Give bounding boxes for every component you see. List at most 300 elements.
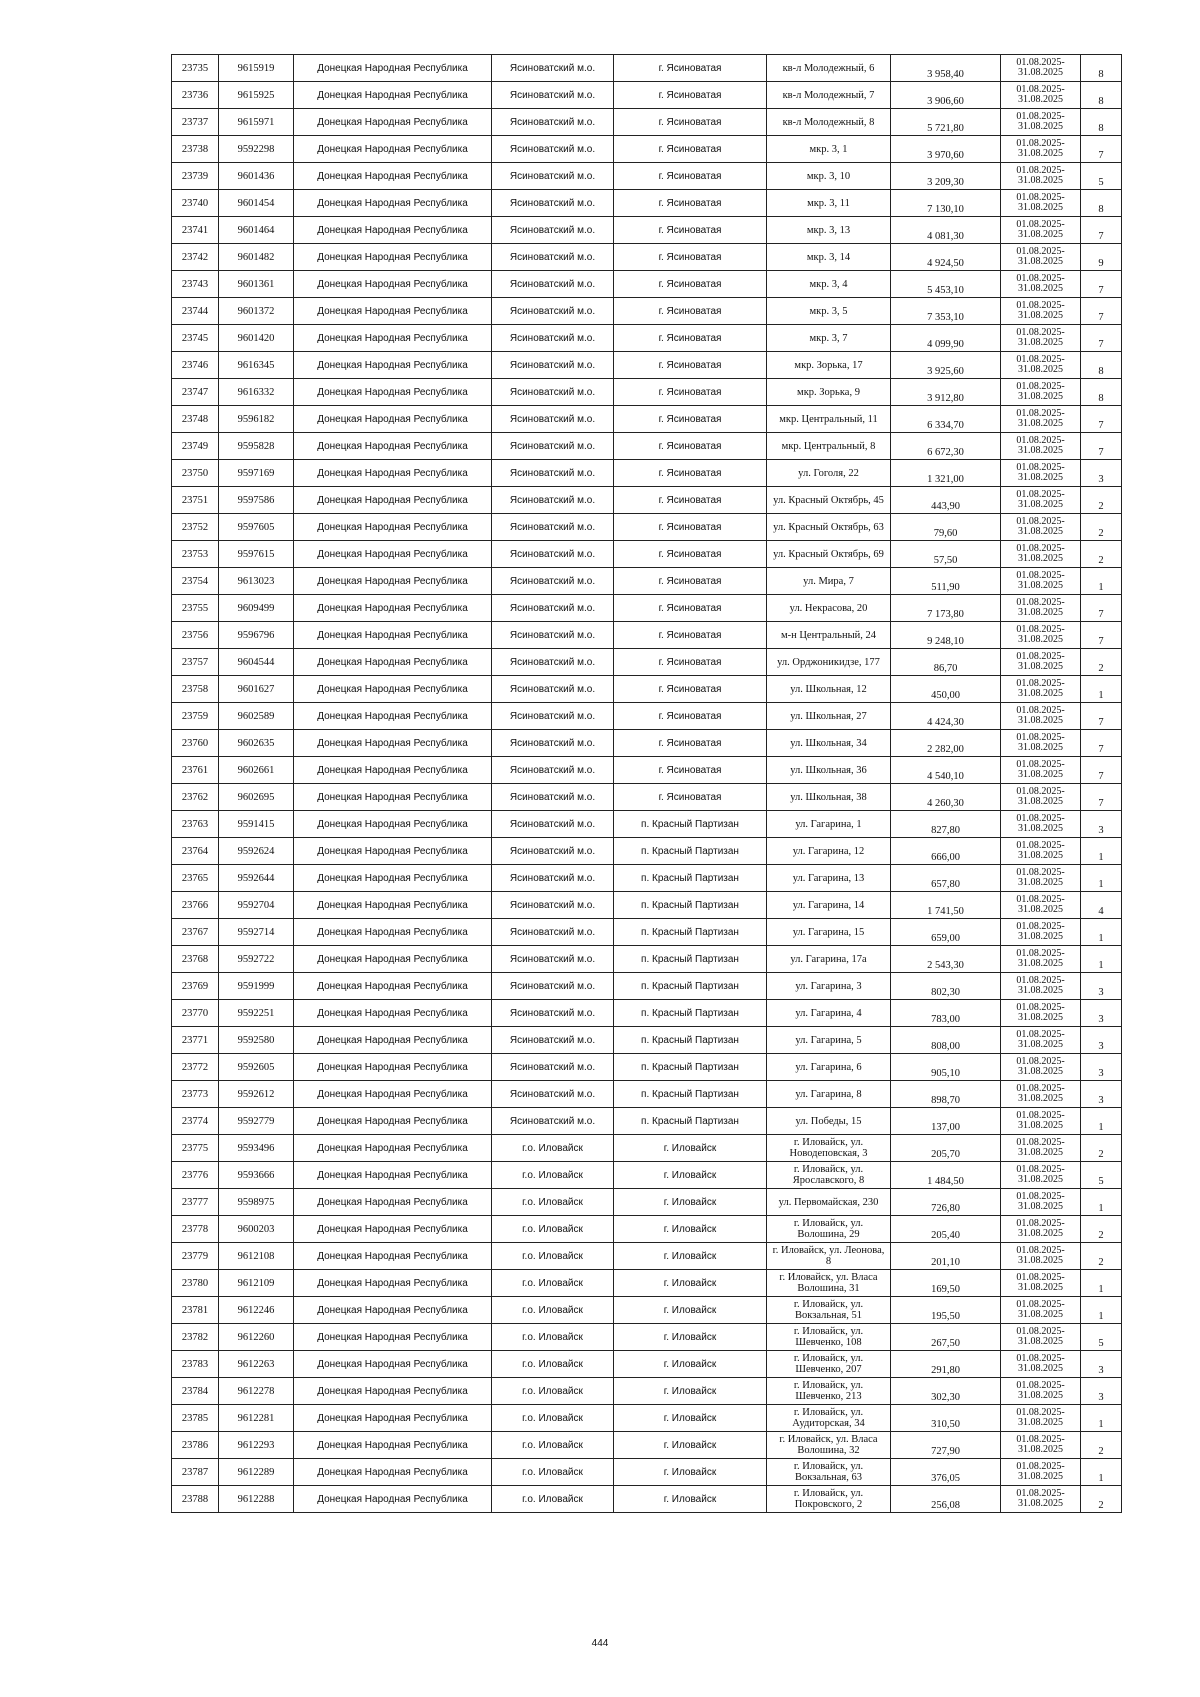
municipality-cell: Ясиноватский м.о. [492, 784, 614, 811]
object-id-cell: 9592704 [219, 892, 294, 919]
row-number-cell: 23776 [172, 1162, 219, 1189]
count-cell: 3 [1081, 1378, 1122, 1405]
locality-cell: п. Красный Партизан [614, 946, 767, 973]
locality-cell: г. Ясиноватая [614, 406, 767, 433]
count-cell: 2 [1081, 1216, 1122, 1243]
row-number-cell: 23755 [172, 595, 219, 622]
area-cell: 802,30 [891, 973, 1001, 1000]
area-cell: 86,70 [891, 649, 1001, 676]
count-cell: 7 [1081, 325, 1122, 352]
locality-cell: г. Иловайск [614, 1486, 767, 1513]
period-cell: 01.08.2025-31.08.2025 [1001, 487, 1081, 514]
region-cell: Донецкая Народная Республика [294, 622, 492, 649]
area-cell: 4 424,30 [891, 703, 1001, 730]
municipality-cell: Ясиноватский м.о. [492, 946, 614, 973]
area-cell: 205,40 [891, 1216, 1001, 1243]
address-cell: г. Иловайск, ул. Власа Волошина, 32 [767, 1432, 891, 1459]
object-id-cell: 9615919 [219, 55, 294, 82]
region-cell: Донецкая Народная Республика [294, 1405, 492, 1432]
municipality-cell: г.о. Иловайск [492, 1216, 614, 1243]
region-cell: Донецкая Народная Республика [294, 271, 492, 298]
row-number-cell: 23735 [172, 55, 219, 82]
count-cell: 1 [1081, 1189, 1122, 1216]
locality-cell: г. Иловайск [614, 1324, 767, 1351]
region-cell: Донецкая Народная Республика [294, 1351, 492, 1378]
period-cell: 01.08.2025-31.08.2025 [1001, 568, 1081, 595]
municipality-cell: Ясиноватский м.о. [492, 325, 614, 352]
period-cell: 01.08.2025-31.08.2025 [1001, 298, 1081, 325]
locality-cell: г. Ясиноватая [614, 55, 767, 82]
row-number-cell: 23737 [172, 109, 219, 136]
region-cell: Донецкая Народная Республика [294, 541, 492, 568]
table-row [172, 190, 1122, 217]
period-cell: 01.08.2025-31.08.2025 [1001, 649, 1081, 676]
table-row [172, 298, 1122, 325]
region-cell: Донецкая Народная Республика [294, 973, 492, 1000]
region-cell: Донецкая Народная Республика [294, 892, 492, 919]
region-cell: Донецкая Народная Республика [294, 1135, 492, 1162]
count-cell: 1 [1081, 1405, 1122, 1432]
address-cell: мкр. 3, 14 [767, 244, 891, 271]
data-table [171, 54, 1122, 1513]
count-cell: 2 [1081, 541, 1122, 568]
area-cell: 57,50 [891, 541, 1001, 568]
period-cell: 01.08.2025-31.08.2025 [1001, 1189, 1081, 1216]
address-cell: г. Иловайск, ул. Ярославского, 8 [767, 1162, 891, 1189]
period-cell: 01.08.2025-31.08.2025 [1001, 1243, 1081, 1270]
object-id-cell: 9592605 [219, 1054, 294, 1081]
municipality-cell: Ясиноватский м.о. [492, 865, 614, 892]
count-cell: 7 [1081, 730, 1122, 757]
region-cell: Донецкая Народная Республика [294, 244, 492, 271]
period-cell: 01.08.2025-31.08.2025 [1001, 352, 1081, 379]
object-id-cell: 9591999 [219, 973, 294, 1000]
row-number-cell: 23747 [172, 379, 219, 406]
area-cell: 659,00 [891, 919, 1001, 946]
locality-cell: п. Красный Партизан [614, 838, 767, 865]
locality-cell: п. Красный Партизан [614, 892, 767, 919]
address-cell: ул. Орджоникидзе, 177 [767, 649, 891, 676]
area-cell: 376,05 [891, 1459, 1001, 1486]
address-cell: г. Иловайск, ул. Шевченко, 213 [767, 1378, 891, 1405]
period-cell: 01.08.2025-31.08.2025 [1001, 1216, 1081, 1243]
row-number-cell: 23738 [172, 136, 219, 163]
period-cell: 01.08.2025-31.08.2025 [1001, 595, 1081, 622]
count-cell: 4 [1081, 892, 1122, 919]
period-cell: 01.08.2025-31.08.2025 [1001, 1108, 1081, 1135]
address-cell: кв-л Молодежный, 6 [767, 55, 891, 82]
count-cell: 7 [1081, 136, 1122, 163]
count-cell: 8 [1081, 109, 1122, 136]
table-row [172, 1081, 1122, 1108]
municipality-cell: Ясиноватский м.о. [492, 82, 614, 109]
period-cell: 01.08.2025-31.08.2025 [1001, 757, 1081, 784]
region-cell: Донецкая Народная Республика [294, 649, 492, 676]
object-id-cell: 9601454 [219, 190, 294, 217]
address-cell: ул. Гагарина, 17а [767, 946, 891, 973]
region-cell: Донецкая Народная Республика [294, 298, 492, 325]
row-number-cell: 23762 [172, 784, 219, 811]
table-row [172, 703, 1122, 730]
address-cell: ул. Школьная, 34 [767, 730, 891, 757]
address-cell: ул. Школьная, 38 [767, 784, 891, 811]
region-cell: Донецкая Народная Республика [294, 730, 492, 757]
row-number-cell: 23745 [172, 325, 219, 352]
object-id-cell: 9592644 [219, 865, 294, 892]
object-id-cell: 9602695 [219, 784, 294, 811]
period-cell: 01.08.2025-31.08.2025 [1001, 1378, 1081, 1405]
object-id-cell: 9616345 [219, 352, 294, 379]
region-cell: Донецкая Народная Республика [294, 946, 492, 973]
region-cell: Донецкая Народная Республика [294, 811, 492, 838]
locality-cell: г. Ясиноватая [614, 271, 767, 298]
address-cell: г. Иловайск, ул. Новодеповская, 3 [767, 1135, 891, 1162]
period-cell: 01.08.2025-31.08.2025 [1001, 919, 1081, 946]
table-row [172, 757, 1122, 784]
period-cell: 01.08.2025-31.08.2025 [1001, 1054, 1081, 1081]
municipality-cell: Ясиноватский м.о. [492, 973, 614, 1000]
object-id-cell: 9596796 [219, 622, 294, 649]
count-cell: 2 [1081, 1243, 1122, 1270]
object-id-cell: 9602661 [219, 757, 294, 784]
row-number-cell: 23753 [172, 541, 219, 568]
object-id-cell: 9592251 [219, 1000, 294, 1027]
row-number-cell: 23782 [172, 1324, 219, 1351]
address-cell: мкр. 3, 10 [767, 163, 891, 190]
area-cell: 450,00 [891, 676, 1001, 703]
row-number-cell: 23778 [172, 1216, 219, 1243]
area-cell: 666,00 [891, 838, 1001, 865]
row-number-cell: 23773 [172, 1081, 219, 1108]
address-cell: мкр. 3, 4 [767, 271, 891, 298]
count-cell: 8 [1081, 352, 1122, 379]
row-number-cell: 23774 [172, 1108, 219, 1135]
address-cell: мкр. Зорька, 17 [767, 352, 891, 379]
locality-cell: п. Красный Партизан [614, 811, 767, 838]
object-id-cell: 9604544 [219, 649, 294, 676]
municipality-cell: Ясиноватский м.о. [492, 244, 614, 271]
area-cell: 1 321,00 [891, 460, 1001, 487]
region-cell: Донецкая Народная Республика [294, 433, 492, 460]
table-row [172, 946, 1122, 973]
address-cell: ул. Гагарина, 8 [767, 1081, 891, 1108]
object-id-cell: 9601436 [219, 163, 294, 190]
row-number-cell: 23750 [172, 460, 219, 487]
locality-cell: г. Иловайск [614, 1351, 767, 1378]
table-row [172, 838, 1122, 865]
region-cell: Донецкая Народная Республика [294, 1459, 492, 1486]
address-cell: мкр. Центральный, 11 [767, 406, 891, 433]
municipality-cell: Ясиноватский м.о. [492, 433, 614, 460]
count-cell: 2 [1081, 514, 1122, 541]
object-id-cell: 9613023 [219, 568, 294, 595]
address-cell: мкр. 3, 1 [767, 136, 891, 163]
row-number-cell: 23754 [172, 568, 219, 595]
table-row [172, 433, 1122, 460]
region-cell: Донецкая Народная Республика [294, 1108, 492, 1135]
region-cell: Донецкая Народная Республика [294, 1378, 492, 1405]
row-number-cell: 23751 [172, 487, 219, 514]
locality-cell: г. Иловайск [614, 1378, 767, 1405]
count-cell: 1 [1081, 946, 1122, 973]
table-row [172, 325, 1122, 352]
area-cell: 310,50 [891, 1405, 1001, 1432]
table-row [172, 244, 1122, 271]
row-number-cell: 23763 [172, 811, 219, 838]
address-cell: ул. Школьная, 27 [767, 703, 891, 730]
area-cell: 7 130,10 [891, 190, 1001, 217]
object-id-cell: 9591415 [219, 811, 294, 838]
table-row [172, 649, 1122, 676]
area-cell: 4 540,10 [891, 757, 1001, 784]
object-id-cell: 9592612 [219, 1081, 294, 1108]
object-id-cell: 9612260 [219, 1324, 294, 1351]
municipality-cell: Ясиноватский м.о. [492, 55, 614, 82]
municipality-cell: г.о. Иловайск [492, 1351, 614, 1378]
count-cell: 7 [1081, 298, 1122, 325]
table-row [172, 82, 1122, 109]
table-row [172, 379, 1122, 406]
address-cell: г. Иловайск, ул. Покровского, 2 [767, 1486, 891, 1513]
municipality-cell: Ясиноватский м.о. [492, 352, 614, 379]
region-cell: Донецкая Народная Республика [294, 1432, 492, 1459]
region-cell: Донецкая Народная Республика [294, 325, 492, 352]
row-number-cell: 23771 [172, 1027, 219, 1054]
municipality-cell: г.о. Иловайск [492, 1486, 614, 1513]
locality-cell: г. Ясиноватая [614, 325, 767, 352]
region-cell: Донецкая Народная Республика [294, 352, 492, 379]
locality-cell: г. Ясиноватая [614, 190, 767, 217]
region-cell: Донецкая Народная Республика [294, 514, 492, 541]
count-cell: 3 [1081, 460, 1122, 487]
object-id-cell: 9616332 [219, 379, 294, 406]
municipality-cell: Ясиноватский м.о. [492, 190, 614, 217]
object-id-cell: 9615925 [219, 82, 294, 109]
municipality-cell: Ясиноватский м.о. [492, 568, 614, 595]
address-cell: мкр. 3, 5 [767, 298, 891, 325]
municipality-cell: Ясиноватский м.о. [492, 406, 614, 433]
period-cell: 01.08.2025-31.08.2025 [1001, 109, 1081, 136]
count-cell: 7 [1081, 784, 1122, 811]
region-cell: Донецкая Народная Республика [294, 1162, 492, 1189]
locality-cell: п. Красный Партизан [614, 1081, 767, 1108]
region-cell: Донецкая Народная Республика [294, 1000, 492, 1027]
table-row [172, 1216, 1122, 1243]
address-cell: ул. Победы, 15 [767, 1108, 891, 1135]
object-id-cell: 9597586 [219, 487, 294, 514]
locality-cell: г. Ясиноватая [614, 163, 767, 190]
address-cell: кв-л Молодежный, 7 [767, 82, 891, 109]
address-cell: г. Иловайск, ул. Леонова, 8 [767, 1243, 891, 1270]
count-cell: 3 [1081, 1027, 1122, 1054]
table-row [172, 1135, 1122, 1162]
object-id-cell: 9592580 [219, 1027, 294, 1054]
object-id-cell: 9592298 [219, 136, 294, 163]
row-number-cell: 23756 [172, 622, 219, 649]
municipality-cell: г.о. Иловайск [492, 1297, 614, 1324]
area-cell: 6 672,30 [891, 433, 1001, 460]
row-number-cell: 23772 [172, 1054, 219, 1081]
area-cell: 7 353,10 [891, 298, 1001, 325]
object-id-cell: 9592779 [219, 1108, 294, 1135]
row-number-cell: 23759 [172, 703, 219, 730]
row-number-cell: 23752 [172, 514, 219, 541]
address-cell: ул. Гагарина, 6 [767, 1054, 891, 1081]
period-cell: 01.08.2025-31.08.2025 [1001, 622, 1081, 649]
municipality-cell: Ясиноватский м.о. [492, 136, 614, 163]
period-cell: 01.08.2025-31.08.2025 [1001, 541, 1081, 568]
locality-cell: г. Ясиноватая [614, 541, 767, 568]
row-number-cell: 23767 [172, 919, 219, 946]
address-cell: ул. Первомайская, 230 [767, 1189, 891, 1216]
region-cell: Донецкая Народная Республика [294, 460, 492, 487]
area-cell: 205,70 [891, 1135, 1001, 1162]
area-cell: 195,50 [891, 1297, 1001, 1324]
municipality-cell: Ясиноватский м.о. [492, 838, 614, 865]
count-cell: 7 [1081, 595, 1122, 622]
municipality-cell: г.о. Иловайск [492, 1432, 614, 1459]
count-cell: 7 [1081, 703, 1122, 730]
region-cell: Донецкая Народная Республика [294, 865, 492, 892]
municipality-cell: г.о. Иловайск [492, 1324, 614, 1351]
row-number-cell: 23765 [172, 865, 219, 892]
period-cell: 01.08.2025-31.08.2025 [1001, 190, 1081, 217]
period-cell: 01.08.2025-31.08.2025 [1001, 946, 1081, 973]
table-row [172, 352, 1122, 379]
table-row [172, 1000, 1122, 1027]
area-cell: 3 906,60 [891, 82, 1001, 109]
row-number-cell: 23736 [172, 82, 219, 109]
address-cell: г. Иловайск, ул. Власа Волошина, 31 [767, 1270, 891, 1297]
count-cell: 8 [1081, 190, 1122, 217]
municipality-cell: Ясиноватский м.о. [492, 703, 614, 730]
period-cell: 01.08.2025-31.08.2025 [1001, 55, 1081, 82]
address-cell: г. Иловайск, ул. Вокзальная, 51 [767, 1297, 891, 1324]
count-cell: 1 [1081, 676, 1122, 703]
address-cell: г. Иловайск, ул. Шевченко, 108 [767, 1324, 891, 1351]
locality-cell: г. Ясиноватая [614, 622, 767, 649]
locality-cell: г. Ясиноватая [614, 757, 767, 784]
municipality-cell: Ясиноватский м.о. [492, 1081, 614, 1108]
object-id-cell: 9592714 [219, 919, 294, 946]
table-row [172, 1027, 1122, 1054]
area-cell: 511,90 [891, 568, 1001, 595]
region-cell: Донецкая Народная Республика [294, 838, 492, 865]
area-cell: 443,90 [891, 487, 1001, 514]
row-number-cell: 23766 [172, 892, 219, 919]
address-cell: кв-л Молодежный, 8 [767, 109, 891, 136]
municipality-cell: Ясиноватский м.о. [492, 1054, 614, 1081]
address-cell: м-н Центральный, 24 [767, 622, 891, 649]
address-cell: г. Иловайск, ул. Вокзальная, 63 [767, 1459, 891, 1486]
count-cell: 1 [1081, 865, 1122, 892]
region-cell: Донецкая Народная Республика [294, 1216, 492, 1243]
table-row [172, 1054, 1122, 1081]
table-row [172, 1243, 1122, 1270]
period-cell: 01.08.2025-31.08.2025 [1001, 973, 1081, 1000]
region-cell: Донецкая Народная Республика [294, 487, 492, 514]
row-number-cell: 23764 [172, 838, 219, 865]
locality-cell: п. Красный Партизан [614, 1027, 767, 1054]
municipality-cell: Ясиноватский м.о. [492, 919, 614, 946]
region-cell: Донецкая Народная Республика [294, 568, 492, 595]
area-cell: 4 081,30 [891, 217, 1001, 244]
municipality-cell: Ясиноватский м.о. [492, 1000, 614, 1027]
row-number-cell: 23748 [172, 406, 219, 433]
municipality-cell: Ясиноватский м.о. [492, 460, 614, 487]
area-cell: 727,90 [891, 1432, 1001, 1459]
address-cell: ул. Мира, 7 [767, 568, 891, 595]
count-cell: 3 [1081, 973, 1122, 1000]
table-row [172, 55, 1122, 82]
region-cell: Донецкая Народная Республика [294, 406, 492, 433]
locality-cell: г. Иловайск [614, 1432, 767, 1459]
object-id-cell: 9602589 [219, 703, 294, 730]
period-cell: 01.08.2025-31.08.2025 [1001, 460, 1081, 487]
count-cell: 5 [1081, 163, 1122, 190]
area-cell: 256,08 [891, 1486, 1001, 1513]
object-id-cell: 9598975 [219, 1189, 294, 1216]
row-number-cell: 23758 [172, 676, 219, 703]
object-id-cell: 9612289 [219, 1459, 294, 1486]
municipality-cell: Ясиноватский м.о. [492, 1027, 614, 1054]
locality-cell: г. Иловайск [614, 1405, 767, 1432]
count-cell: 7 [1081, 406, 1122, 433]
object-id-cell: 9601464 [219, 217, 294, 244]
locality-cell: п. Красный Партизан [614, 1000, 767, 1027]
table-row [172, 217, 1122, 244]
locality-cell: г. Иловайск [614, 1459, 767, 1486]
region-cell: Донецкая Народная Республика [294, 55, 492, 82]
municipality-cell: г.о. Иловайск [492, 1405, 614, 1432]
object-id-cell: 9601627 [219, 676, 294, 703]
address-cell: ул. Красный Октябрь, 63 [767, 514, 891, 541]
object-id-cell: 9609499 [219, 595, 294, 622]
table-row [172, 973, 1122, 1000]
count-cell: 7 [1081, 757, 1122, 784]
area-cell: 808,00 [891, 1027, 1001, 1054]
region-cell: Донецкая Народная Республика [294, 1297, 492, 1324]
region-cell: Донецкая Народная Республика [294, 1081, 492, 1108]
period-cell: 01.08.2025-31.08.2025 [1001, 217, 1081, 244]
row-number-cell: 23757 [172, 649, 219, 676]
object-id-cell: 9595828 [219, 433, 294, 460]
region-cell: Донецкая Народная Республика [294, 1243, 492, 1270]
municipality-cell: Ясиноватский м.о. [492, 163, 614, 190]
region-cell: Донецкая Народная Республика [294, 919, 492, 946]
locality-cell: г. Ясиноватая [614, 217, 767, 244]
locality-cell: г. Ясиноватая [614, 649, 767, 676]
table-row [172, 136, 1122, 163]
municipality-cell: Ясиноватский м.о. [492, 811, 614, 838]
locality-cell: п. Красный Партизан [614, 919, 767, 946]
locality-cell: г. Ясиноватая [614, 568, 767, 595]
row-number-cell: 23761 [172, 757, 219, 784]
municipality-cell: Ясиноватский м.о. [492, 487, 614, 514]
municipality-cell: Ясиноватский м.о. [492, 730, 614, 757]
row-number-cell: 23770 [172, 1000, 219, 1027]
row-number-cell: 23785 [172, 1405, 219, 1432]
count-cell: 3 [1081, 1054, 1122, 1081]
locality-cell: г. Иловайск [614, 1297, 767, 1324]
object-id-cell: 9593666 [219, 1162, 294, 1189]
object-id-cell: 9612278 [219, 1378, 294, 1405]
region-cell: Донецкая Народная Республика [294, 1324, 492, 1351]
table-row [172, 163, 1122, 190]
table-row [172, 730, 1122, 757]
address-cell: ул. Гагарина, 12 [767, 838, 891, 865]
municipality-cell: Ясиноватский м.о. [492, 298, 614, 325]
